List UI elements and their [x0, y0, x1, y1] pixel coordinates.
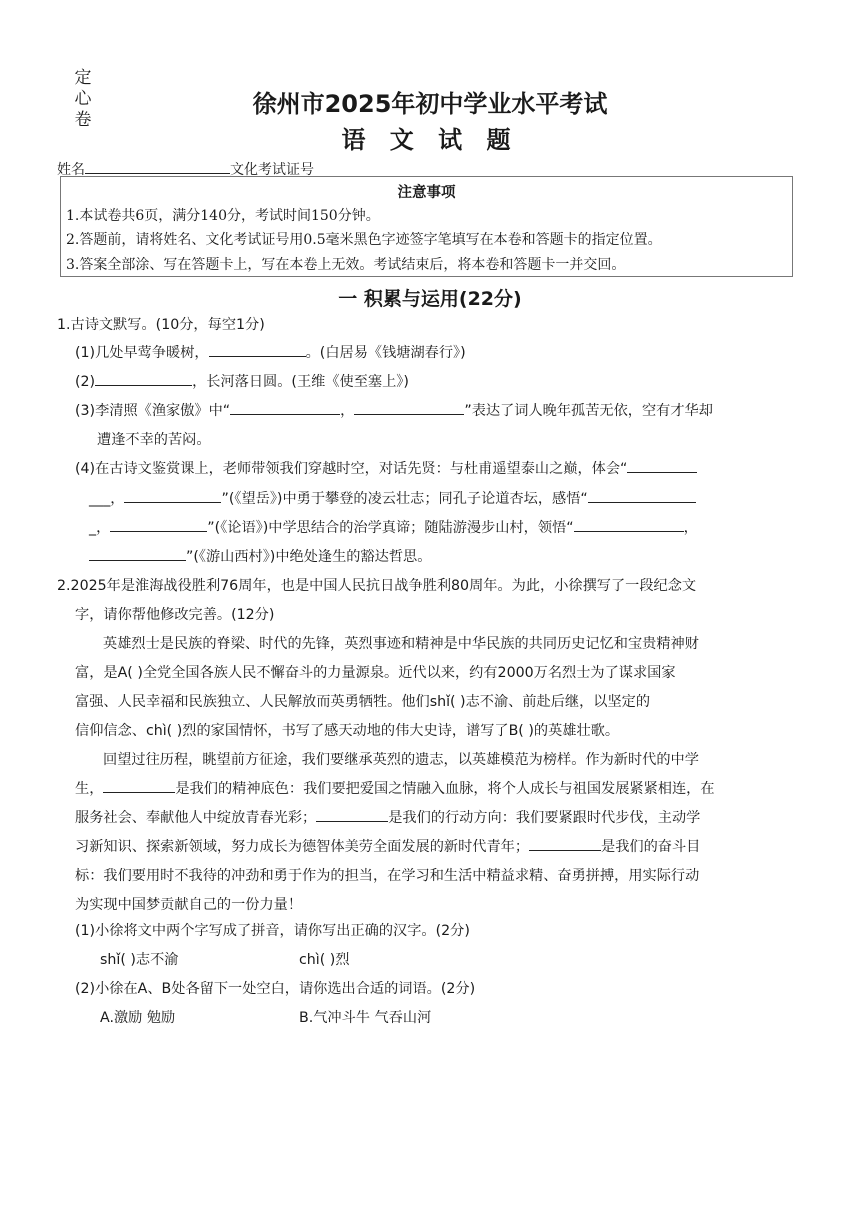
q1-item-3-post: ”表达了词人晚年孤苦无依，空有才华却 [464, 403, 713, 419]
sub-question-1-answer-a[interactable]: shǐ( )志不渝 [100, 952, 179, 968]
sub-question-1-answer-b[interactable]: chì( )烈 [299, 952, 350, 968]
q1-item-4-line2 [89, 488, 696, 508]
answer-blank[interactable] [354, 401, 464, 415]
q1-item-2-pre: (2) [75, 374, 96, 390]
q1-item-2 [75, 371, 409, 391]
passage-text: 是我们的奋斗目 [601, 839, 701, 855]
passage-line: 回望过往历程，眺望前方征途，我们要继承英烈的遗志，以英雄模范为榜样。作为新时代的中学 [103, 752, 699, 768]
q1-item-3 [75, 400, 713, 420]
notice-item: 1.本试卷共6页，满分140分，考试时间150分钟。 [66, 208, 380, 224]
passage-text: 服务社会、奉献他人中绽放青春光彩； [75, 810, 317, 826]
answer-blank[interactable] [574, 518, 684, 532]
passage-text: 生， [75, 781, 104, 797]
q1-item-4-line4 [89, 546, 431, 566]
q1-item-4-text: (4)在古诗文鉴赏课上，老师带领我们穿越时空，对话先贤：与杜甫遥望泰山之巅，体会“ [75, 461, 628, 477]
answer-blank[interactable] [627, 459, 697, 473]
answer-blank[interactable] [124, 489, 221, 503]
answer-blank[interactable] [316, 808, 388, 822]
question-1-stem: 1.古诗文默写。(10分，每空1分) [57, 317, 265, 333]
passage-line [75, 836, 700, 856]
notice-item: 3.答案全部涂、写在答题卡上，写在本卷上无效。考试结束后，将本卷和答题卡一并交回。 [66, 257, 626, 273]
exam-subtitle: 语 文 试 题 [341, 126, 519, 154]
answer-blank[interactable] [110, 518, 207, 532]
sub-question-2: (2)小徐在A、B处各留下一处空白，请你选出合适的词语。(2分) [75, 981, 476, 997]
q1-item-4-text: ， [683, 520, 698, 536]
q1-item-3-pre: (3)李清照《渔家傲》中“ [75, 403, 231, 419]
q1-item-4-text: ___， [89, 491, 125, 507]
exam-title: 徐州市2025年初中学业水平考试 [252, 90, 608, 118]
q1-item-1-post: 。(白居易《钱塘湖春行》) [305, 345, 466, 361]
answer-blank[interactable] [209, 343, 306, 357]
answer-blank[interactable] [529, 837, 601, 851]
q1-item-4-text: _， [89, 520, 111, 536]
passage-line: 富，是A( )全党全国各族人民不懈奋斗的力量源泉。近代以来，约有2000万名烈士为了谋求国家 [75, 665, 676, 681]
passage-text: 习新知识、探索新领域，努力成长为德智体美劳全面发展的新时代青年； [75, 839, 530, 855]
notice-item: 2.答题前，请将姓名、文化考试证号用0.5毫米黑色字迹签字笔填写在本卷和答题卡的指定位置。 [66, 232, 662, 248]
option-b[interactable]: B.气冲斗牛 气吞山河 [299, 1010, 432, 1026]
answer-blank[interactable] [89, 547, 186, 561]
passage-line: 为实现中国梦贡献自己的一份力量！ [75, 897, 303, 913]
q1-item-4-text: ”(《望岳》)中勇于攀登的凌云壮志；同孔子论道杏坛，感悟“ [221, 491, 588, 507]
sub-question-1: (1)小徐将文中两个字写成了拼音，请你写出正确的汉字。(2分) [75, 923, 470, 939]
answer-blank[interactable] [230, 401, 340, 415]
question-2-stem-cont: 字，请你帮他修改完善。(12分) [75, 607, 275, 623]
answer-blank[interactable] [588, 489, 696, 503]
passage-line: 标：我们要用时不我待的冲劲和勇于作为的担当，在学习和生活中精益求精、奋勇拼搏，用实际行动 [75, 868, 700, 884]
passage-line: 富强、人民幸福和民族独立、人民解放而英勇牺牲。他们shǐ( )志不渝、前赴后继，以坚定的 [75, 694, 651, 710]
answer-blank[interactable] [103, 779, 175, 793]
id-label: 文化考试证号 [230, 162, 314, 178]
stamp-label: 定心卷 [74, 68, 92, 130]
q1-item-1 [75, 342, 466, 362]
option-a[interactable]: A.激励 勉励 [100, 1010, 176, 1026]
notice-title: 注意事项 [397, 185, 456, 201]
passage-text: 是我们的精神底色：我们要把爱国之情融入血脉，将个人成长与祖国发展紧紧相连，在 [175, 781, 715, 797]
q1-item-4-text: ”(《论语》)中学思结合的治学真谛；随陆游漫步山村，领悟“ [207, 520, 574, 536]
q1-item-2-post: ，长河落日圆。(王维《使至塞上》) [192, 374, 409, 390]
name-label: 姓名 [57, 162, 85, 178]
question-2-stem: 2.2025年是淮海战役胜利76周年，也是中国人民抗日战争胜利80周年。为此，小徐撰写了一段纪念文 [57, 578, 697, 594]
q1-item-1-pre: (1)几处早莺争暖树， [75, 345, 209, 361]
q1-item-3-mid: ， [340, 403, 355, 419]
passage-line [75, 778, 715, 798]
q1-item-4 [75, 458, 697, 478]
answer-blank[interactable] [95, 372, 192, 386]
passage-line [75, 807, 700, 827]
passage-line: 信仰信念、chì( )烈的家国情怀，书写了感天动地的伟大史诗，谱写了B( )的英雄壮歌。 [75, 723, 620, 739]
q1-item-4-text: ”(《游山西村》)中绝处逢生的豁达哲思。 [186, 549, 432, 565]
passage-text: 是我们的行动方向：我们要紧跟时代步伐，主动学 [388, 810, 701, 826]
name-blank[interactable] [85, 159, 230, 174]
q1-item-3-cont: 遭逢不幸的苦闷。 [97, 432, 211, 448]
section-heading: 一 积累与运用(22分) [338, 288, 522, 310]
notice-box [60, 176, 793, 277]
passage-line: 英雄烈士是民族的脊梁、时代的先锋，英烈事迹和精神是中华民族的共同历史记忆和宝贵精神财 [103, 636, 699, 652]
q1-item-4-line3 [89, 517, 698, 537]
